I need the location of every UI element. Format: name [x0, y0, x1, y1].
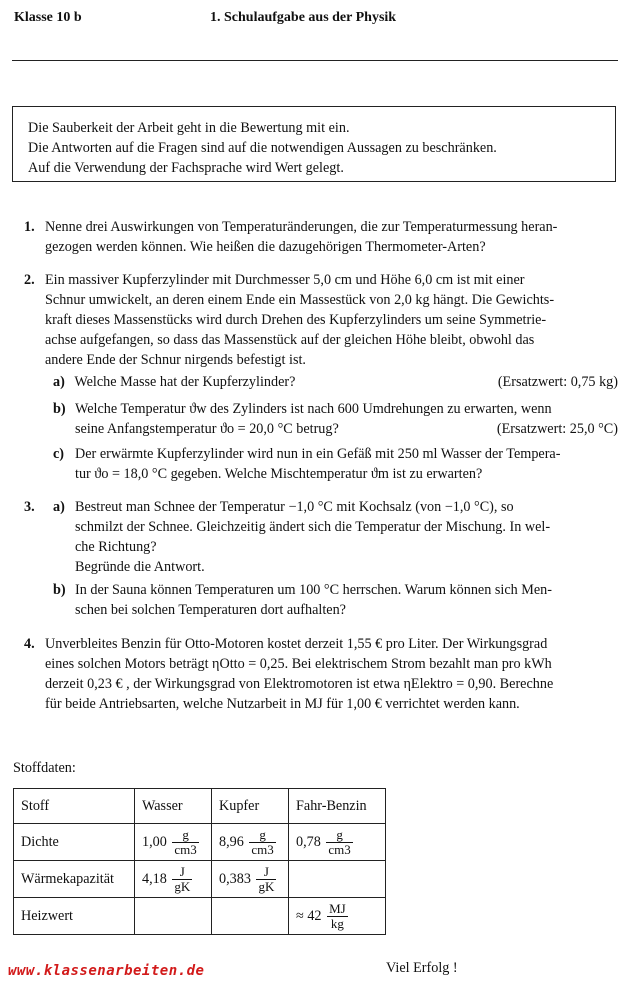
unit-fraction: [172, 865, 192, 894]
subquestion-label: a): [53, 499, 65, 515]
question-2: [24, 270, 618, 370]
closing-text: Viel Erfolg !: [386, 960, 458, 976]
unit-denominator: kg: [330, 915, 344, 931]
table-cell: [212, 861, 289, 898]
subquestion-text: Welche Masse hat der Kupferzylinder?: [74, 374, 296, 390]
notice-line: Die Antworten auf die Fragen sind auf die notwendigen Aussagen zu beschränken.: [28, 140, 497, 156]
table-row: [14, 898, 386, 935]
unit-numerator: g: [249, 828, 275, 843]
question-3: [24, 497, 618, 577]
table-row: [14, 861, 386, 898]
unit-numerator: J: [172, 865, 192, 880]
subquestion-2a: [53, 372, 618, 392]
table-cell: [212, 824, 289, 861]
subquestion-label: b): [53, 401, 66, 417]
subquestion-text-line: tur ϑo = 18,0 °C gegeben. Welche Mischtemperatur ϑm ist zu erwarten?: [75, 466, 483, 482]
ersatzwert: (Ersatzwert: 0,75 kg): [497, 374, 618, 390]
question-number: 3.: [24, 499, 35, 515]
question-4: [24, 634, 618, 714]
unit-denominator: cm3: [328, 841, 351, 857]
question-text-line: Unverbleites Benzin für Otto-Motoren kostet derzeit 1,55 € pro Liter. Der Wirkungsgrad: [45, 636, 548, 652]
table-header-row: [14, 789, 386, 824]
subquestion-text-line: Begründe die Antwort.: [75, 559, 205, 575]
table-cell: [135, 861, 212, 898]
website-link[interactable]: www.klassenarbeiten.de: [8, 963, 205, 979]
subquestion-text-line: schen bei solchen Temperaturen dort aufhalten?: [75, 602, 346, 618]
unit-fraction: [327, 902, 348, 931]
unit-numerator: MJ: [329, 900, 346, 916]
cell-value: 0,383: [219, 870, 251, 887]
question-number: 2.: [24, 272, 35, 288]
subquestion-label: c): [53, 446, 65, 462]
unit-fraction: [326, 828, 352, 857]
table-cell: [135, 824, 212, 861]
table-header-cell: Fahr-Benzin: [289, 789, 386, 824]
subquestion-text-line: In der Sauna können Temperaturen um 100 °C herrschen. Warum können sich Men-: [75, 582, 552, 598]
question-text-line: gezogen werden können. Wie heißen die dazugehörigen Thermometer-Arten?: [45, 239, 486, 255]
stoffdaten-label: Stoffdaten:: [13, 760, 76, 776]
notice-line: Die Sauberkeit der Arbeit geht in die Bewertung mit ein.: [28, 120, 350, 136]
subquestion-text-line: che Richtung?: [75, 539, 157, 555]
cell-value: 1,00: [142, 833, 167, 850]
table-cell: [289, 898, 386, 935]
unit-numerator: g: [326, 828, 352, 843]
subquestion-text-line: schmilzt der Schnee. Gleichzeitig ändert sich die Temperatur der Mischung. In wel-: [75, 519, 551, 535]
stoffdaten-table: [13, 788, 386, 935]
cell-value: 8,96: [219, 833, 244, 850]
unit-denominator: gK: [258, 878, 275, 894]
notice-box: [12, 106, 616, 182]
subquestion-text-line: Welche Temperatur ϑw des Zylinders ist nach 600 Umdrehungen zu erwarten, wenn: [75, 401, 552, 417]
table-row: [14, 824, 386, 861]
notice-line: Auf die Verwendung der Fachsprache wird Wert gelegt.: [28, 160, 344, 176]
question-text-line: für beide Antriebsarten, welche Nutzarbeit in MJ für 1,00 € verrichtet werden kann.: [45, 696, 520, 712]
question-text-line: kraft dieses Massenstücks wird durch Drehen des Kupferzylinders um seine Symmetrie-: [45, 312, 547, 328]
header-rule: [12, 60, 618, 61]
subquestion-2c: [53, 444, 618, 484]
ersatzwert: (Ersatzwert: 25,0 °C): [496, 421, 618, 437]
question-text-line: andere Ende der Schnur nirgends befestigt ist.: [45, 352, 306, 368]
subquestion-text-line: Bestreut man Schnee der Temperatur −1,0 °C mit Kochsalz (von −1,0 °C), so: [75, 499, 514, 515]
question-number: 1.: [24, 219, 35, 235]
unit-denominator: gK: [174, 878, 191, 894]
row-label: Wärmekapazität: [14, 861, 135, 898]
question-text-line: Ein massiver Kupferzylinder mit Durchmesser 5,0 cm und Höhe 6,0 cm ist mit einer: [45, 272, 525, 288]
unit-fraction: [172, 828, 198, 857]
cell-value: 4,18: [142, 870, 167, 887]
table-cell: [289, 824, 386, 861]
table-cell: [289, 861, 386, 898]
unit-numerator: J: [256, 865, 276, 880]
subquestion-3b: [53, 580, 618, 620]
row-label: Heizwert: [14, 898, 135, 935]
subquestion-text-line: Der erwärmte Kupferzylinder wird nun in ein Gefäß mit 250 ml Wasser der Tempera-: [75, 446, 561, 462]
table-header-cell: Stoff: [14, 789, 135, 824]
class-label: Klasse 10 b: [14, 10, 82, 25]
page-title: 1. Schulaufgabe aus der Physik: [210, 10, 397, 25]
unit-numerator: g: [172, 828, 198, 843]
cell-value: 0,78: [296, 833, 321, 850]
row-label: Dichte: [14, 824, 135, 861]
question-text-line: Schnur umwickelt, an deren einem Ende ein Massestück von 2,0 kg hängt. Die Gewichts-: [45, 292, 555, 308]
unit-denominator: cm3: [174, 841, 197, 857]
unit-fraction: [256, 865, 276, 894]
unit-fraction: [249, 828, 275, 857]
question-text-line: eines solchen Motors beträgt ηOtto = 0,25. Bei elektrischem Strom bezahlt man pro kWh: [45, 656, 552, 672]
subquestion-label: a): [53, 374, 65, 390]
table-header-cell: Wasser: [135, 789, 212, 824]
question-1: [24, 217, 618, 257]
cell-value: ≈ 42: [296, 907, 322, 924]
question-text-line: derzeit 0,23 € , der Wirkungsgrad von Elektromotoren ist etwa ηElektro = 0,90. Berechne: [45, 676, 554, 692]
question-text-line: Nenne drei Auswirkungen von Temperaturänderungen, die zur Temperaturmessung heran-: [45, 219, 558, 235]
subquestion-label: b): [53, 582, 66, 598]
table-cell: [212, 898, 289, 935]
question-number: 4.: [24, 636, 35, 652]
subquestion-text-line: seine Anfangstemperatur ϑo = 20,0 °C betrug?: [75, 421, 339, 437]
table-cell: [135, 898, 212, 935]
subquestion-2b: [53, 399, 618, 441]
unit-denominator: cm3: [251, 841, 274, 857]
table-header-cell: Kupfer: [212, 789, 289, 824]
question-text-line: achse aufgefangen, so dass das Massenstück auf der gleichen Höhe bleibt, obwohl das: [45, 332, 535, 348]
